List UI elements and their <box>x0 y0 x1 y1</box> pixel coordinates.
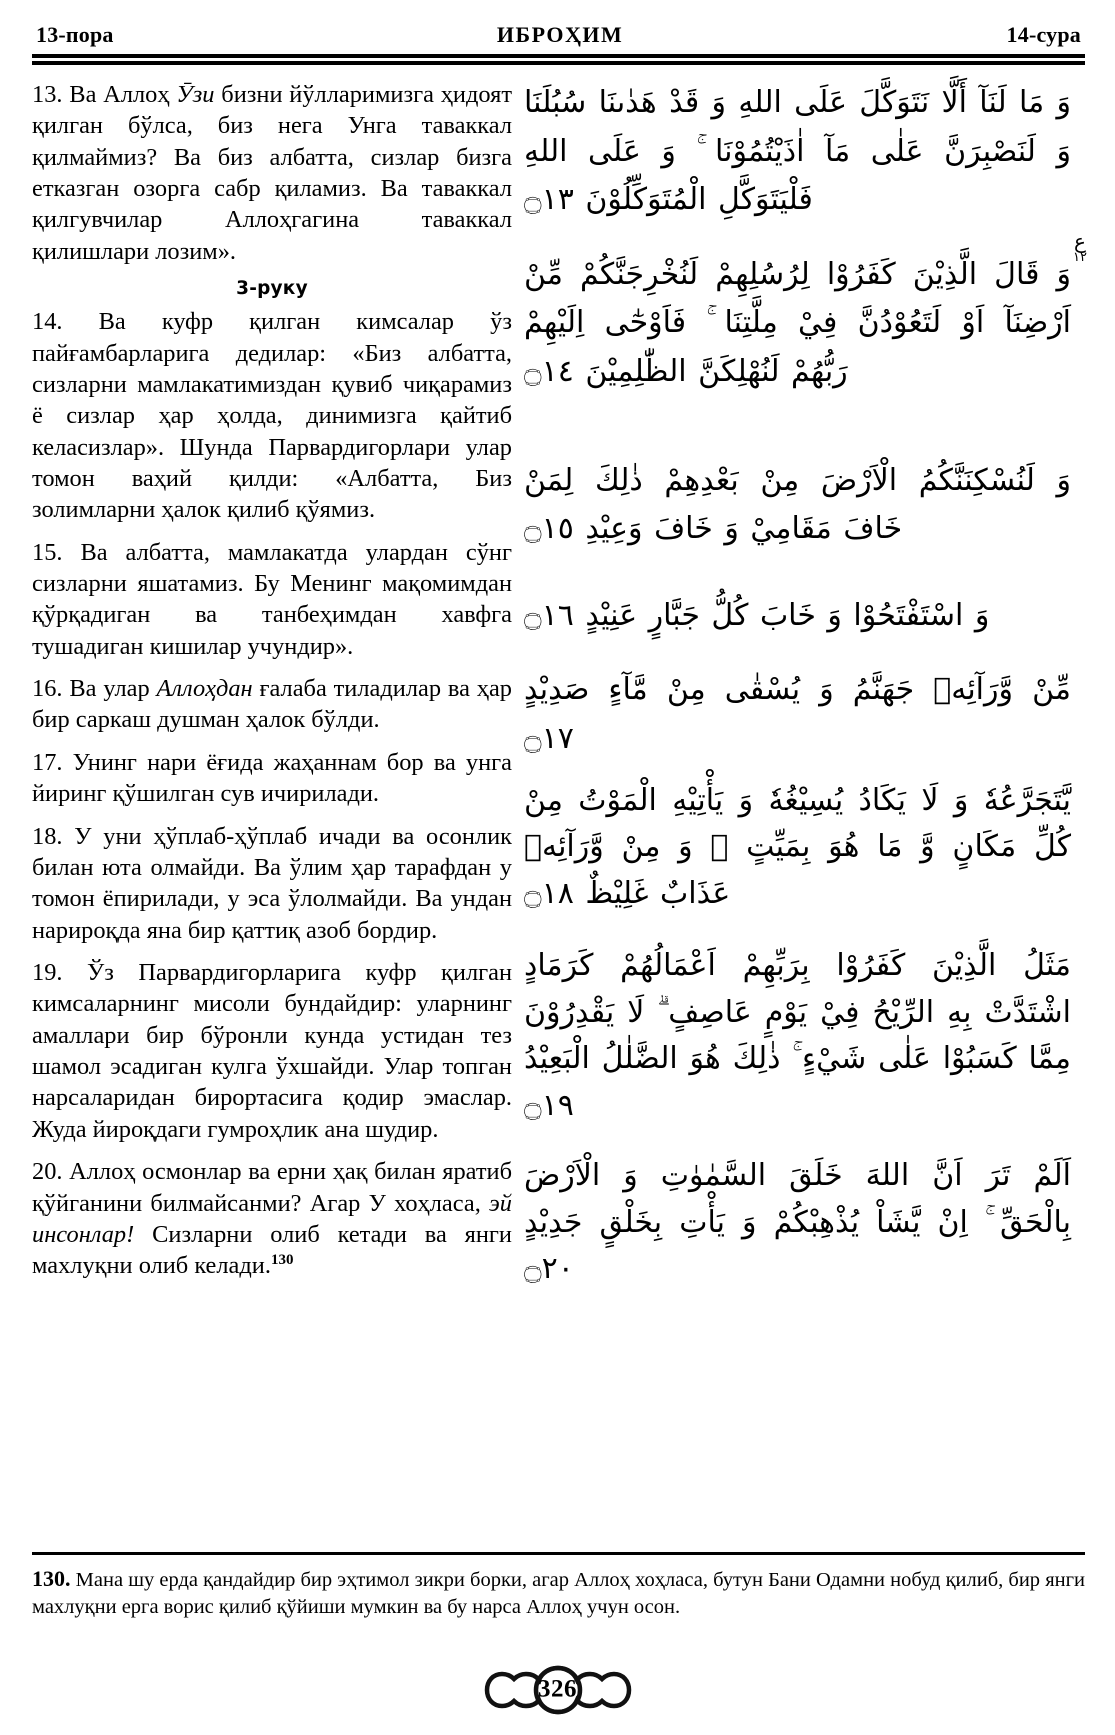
arabic-verse-20: اَلَمْ تَرَ اَنَّ اللهَ خَلَقَ السَّمٰوٰتِ وَ الْاَرْضَ بِالْحَقِّ ۚ اِنْ يَّشَاْ يُذْهِبْكُمْ وَ يَأْتِ بِخَلْقٍ جَدِيْدٍ ۝٢٠ <box>524 1158 1071 1287</box>
verse-paragraph-19 <box>32 957 512 1145</box>
arabic-column <box>524 79 1087 1303</box>
page-number: 326 <box>538 1675 577 1703</box>
verse-number-15: 15. <box>32 538 63 566</box>
page-body <box>32 79 1087 1531</box>
footnote-divider <box>32 1552 1085 1555</box>
verse-paragraph-15 <box>32 537 512 662</box>
footnote-text: Мана шу ерда қандайдир бир эҳтимол зикри борки, агар Аллоҳ хоҳласа, бутун Бани Одамни нобуд қилиб, бир янги махлуқни ерга ворис қилиб қўйиши мумкин ва бу нарса Аллоҳ учун осон. <box>32 1569 1085 1619</box>
ruku-symbol <box>1067 231 1093 264</box>
arabic-verse-14: وَ قَالَ الَّذِيْنَ كَفَرُوْا لِرُسُلِهِمْ لَنُخْرِجَنَّكُمْ مِّنْ اَرْضِنَآ اَوْ لَتَعُوْدُنَّ فِيْ مِلَّتِنَا ۚ فَاَوْحٰٓى اِلَيْهِمْ رَبُّهُمْ لَنُهْلِكَنَّ الظّٰلِمِيْنَ ۝١٤ <box>524 256 1071 389</box>
verse-paragraph-18 <box>32 821 512 946</box>
verse-paragraph-14 <box>32 306 512 526</box>
verse-number-14: 14. <box>32 308 63 336</box>
verse-paragraph-20 <box>32 1156 512 1281</box>
verse-emphasis-13: Ӯзи <box>176 81 215 108</box>
footnote-130 <box>32 1564 1085 1621</box>
verse-emphasis-16: Аллоҳдан <box>156 675 253 703</box>
header-divider <box>32 54 1085 65</box>
verse-text-15: Ва албатта, мамлакатда улардан сўнг сизларни яшатамиз. Бу Менинг мақомимдан қўрқадиган ва танбеҳимдан хавфга тушадиган кишилар учундир». <box>32 538 512 660</box>
verse-text-18: У уни ҳўплаб-ҳўплаб ичади ва осонлик билан юта олмайди. Ва ўлим ҳар тарафдан у томон ёпирилади, у эса ўлолмайди. Ва ундан нарироқда яна бир қаттиқ азоб бордир. <box>32 822 512 944</box>
verse-text-16-a: Ва улар <box>62 675 157 703</box>
arabic-verse-13: وَ مَا لَنَآ أَلَّا نَتَوَكَّلَ عَلَى اللهِ وَ قَدْ هَدٰىنَا سُبُلَنَا وَ لَنَصْبِرَنَّ عَلٰى مَآ اٰذَيْتُمُوْنَا ۚ وَ عَلَى اللهِ فَلْيَتَوَكَّلِ الْمُتَوَكِّلُوْنَ ۝١٣ <box>524 85 1071 218</box>
verse-paragraph-13 <box>32 79 512 267</box>
folio-ornament <box>483 1660 633 1720</box>
verse-number-17: 17. <box>32 748 63 776</box>
running-head-surah-name: ИБРОҲИМ <box>496 22 624 47</box>
verse-text-17: Унинг нари ёғида жаҳаннам бор ва унга йиринг қўшилган сув ичирилади. <box>32 748 512 808</box>
verse-text-16-b: ғалаба тиладилар ва ҳар бир саркаш душман ҳалок бўлди. <box>32 675 512 734</box>
arabic-verse-15: وَ لَنُسْكِنَنَّكُمُ الْاَرْضَ مِنْ بَعْدِهِمْ ذٰلِكَ لِمَنْ خَافَ مَقَامِيْ وَ خَافَ وَعِيْدِ ۝١٥ <box>524 462 1071 547</box>
verse-number-20: 20. <box>32 1158 63 1186</box>
ruku-count: ١٢ <box>1073 250 1087 265</box>
arabic-verse-19: مَثَلُ الَّذِيْنَ كَفَرُوْا بِرَبِّهِمْ اَعْمَالُهُمْ كَرَمَادٍ اشْتَدَّتْ بِهِ الرِّيْحُ فِيْ يَوْمٍ عَاصِفٍ ۗ لَا يَقْدِرُوْنَ مِمَّا كَسَبُوْا عَلٰى شَيْءٍ ۚ ذٰلِكَ هُوَ الضَّلٰلُ الْبَعِيْدُ ۝١٩ <box>524 948 1071 1123</box>
verse-number-18: 18. <box>32 822 63 850</box>
arabic-verse-16: وَ اسْتَفْتَحُوْا وَ خَابَ كُلُّ جَبَّارٍ عَنِيْدٍ ۝١٦ <box>524 597 990 633</box>
verse-emphasis-20: эй инсонлар! <box>32 1189 512 1248</box>
verse-paragraph-17 <box>32 747 512 810</box>
verse-text-19: Ўз Парвардигорларига куфр қилган кимсаларнинг мисоли бундайдир: уларнинг амаллари бир бўронли кунда устидан тез шамол эсадиган кулга ўхшайди. Улар топган нарсаларидан бирортасига қодир эмаслар. Жуда йироқдаги гумроҳлик ана шудир. <box>32 958 512 1143</box>
running-head-surah-number: 14-сура <box>1006 22 1081 47</box>
running-head-juz: 13-пора <box>36 22 114 47</box>
translation-column <box>32 79 524 1293</box>
footnote-number: 130. <box>32 1566 71 1591</box>
verse-number-16: 16. <box>32 675 63 703</box>
verse-text-20-b: Сизларни олиб кетади ва янги махлуқни олиб келади. <box>32 1220 512 1280</box>
ruku-glyph-icon: ع <box>1074 229 1086 253</box>
arabic-verse-17: مِّنْ وَّرَآئِهٖ جَهَنَّمُ وَ يُسْقٰى مِنْ مَّآءٍ صَدِيْدٍ ۝١٧ <box>524 672 1071 756</box>
verse-text-13-a: Ва Аллоҳ <box>62 81 177 108</box>
running-head <box>32 22 1085 54</box>
verse-number-13: 13. <box>32 81 63 108</box>
verse-text-20-a: Аллоҳ осмонлар ва ерни ҳақ билан яратиб қўйганини билмайсанми? Агар У хоҳласа, <box>32 1158 512 1217</box>
footnote-reference-130[interactable]: 130 <box>270 1252 294 1269</box>
verse-text-14: Ва куфр қилган кимсалар ўз пайғамбарларига дедилар: «Биз албатта, сизларни мамлакатимиздан қувиб чиқарамиз ё сизлар ҳар ҳолда, динимизга қайтиб келасизлар». Шунда Парвардигорлари улар томон ваҳий қилди: «Албатта, Биз золимларни ҳалок қилиб қўямиз. <box>32 308 512 524</box>
ruku-heading: 3-руку <box>236 278 308 300</box>
verse-text-13-b: бизни йўлларимизга ҳидоят қилган бўлса, биз нега Унга таваккал қилмаймиз? Ва биз албатта, сизлар бизга етказган озорга сабр қиламиз. Ва таваккал қилгувчилар Аллоҳгагина таваккал қилишлари лозим». <box>32 81 512 265</box>
verse-paragraph-16 <box>32 673 512 736</box>
arabic-verse-18: يَّتَجَرَّعُهٗ وَ لَا يَكَادُ يُسِيْغُهٗ وَ يَأْتِيْهِ الْمَوْتُ مِنْ كُلِّ مَكَانٍ وَّ مَا هُوَ بِمَيِّتٍ ۖ وَ مِنْ وَّرَآئِهٖ عَذَابٌ غَلِيْظٌ ۝١٨ <box>524 782 1071 911</box>
page-folio <box>0 1660 1115 1720</box>
footnote-area <box>32 1552 1085 1621</box>
verse-number-19: 19. <box>32 958 63 986</box>
